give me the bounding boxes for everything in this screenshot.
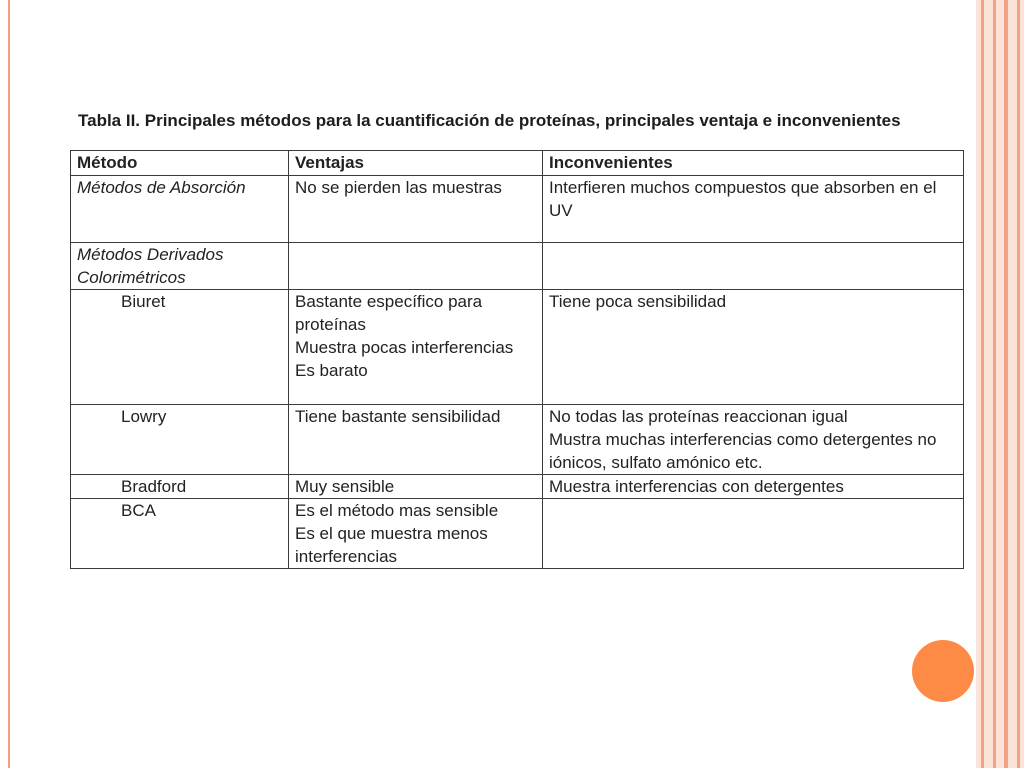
advantage-text: Muy sensible (295, 477, 395, 496)
left-border-line (8, 0, 10, 768)
table-row (71, 405, 964, 475)
disadvantage-text: Tiene poca sensibilidad (549, 292, 727, 311)
table-row (71, 499, 964, 569)
disadvantage-text: No todas las proteínas reaccionan igual (549, 407, 848, 426)
table-row (71, 243, 964, 290)
disadvantages-cell (543, 405, 964, 475)
right-border-line (1017, 0, 1020, 768)
advantages-cell (289, 243, 543, 290)
disadvantages-cell (543, 290, 964, 405)
advantages-cell (289, 499, 543, 569)
advantage-text: Es el método mas sensible (295, 501, 499, 520)
disadvantages-cell (543, 243, 964, 290)
table-row (71, 475, 964, 499)
advantage-text: No se pierden las muestras (295, 178, 502, 197)
disadvantages-cell (543, 499, 964, 569)
header-advantages: Ventajas (289, 151, 543, 176)
advantage-text: Tiene bastante sensibilidad (295, 407, 501, 426)
header-method: Método (71, 151, 289, 176)
right-border-line (993, 0, 996, 768)
advantages-cell (289, 405, 543, 475)
method-cell: Biuret (71, 290, 289, 405)
method-cell: Métodos de Absorción (71, 176, 289, 243)
advantages-cell (289, 290, 543, 405)
right-border-line (1004, 0, 1008, 768)
table-row (71, 290, 964, 405)
advantage-text: Bastante específico para proteínas (295, 292, 483, 334)
disadvantage-text: Muestra interferencias con detergentes (549, 477, 844, 496)
disadvantage-text: Mustra muchas interferencias como detergentes no iónicos, sulfato amónico etc. (549, 430, 937, 472)
disadvantages-cell (543, 176, 964, 243)
accent-circle (912, 640, 974, 702)
disadvantage-text: Interfieren muchos compuestos que absorben en el UV (549, 178, 937, 220)
advantage-text: Es barato (295, 361, 368, 380)
methods-table (70, 150, 964, 569)
advantage-text: Muestra pocas interferencias (295, 338, 514, 357)
method-cell: Lowry (71, 405, 289, 475)
advantage-text: Es el que muestra menos interferencias (295, 524, 488, 566)
document-image (70, 110, 970, 569)
header-disadvantages: Inconvenientes (543, 151, 964, 176)
table-header-row (71, 151, 964, 176)
method-cell: BCA (71, 499, 289, 569)
table-title: Tabla II. Principales métodos para la cuantificación de proteínas, principales ventaja e inconvenientes (78, 111, 901, 130)
method-cell: Bradford (71, 475, 289, 499)
advantages-cell (289, 475, 543, 499)
advantages-cell (289, 176, 543, 243)
right-border-line (981, 0, 984, 768)
disadvantages-cell (543, 475, 964, 499)
method-cell: Métodos Derivados Colorimétricos (71, 243, 289, 290)
table-row (71, 176, 964, 243)
